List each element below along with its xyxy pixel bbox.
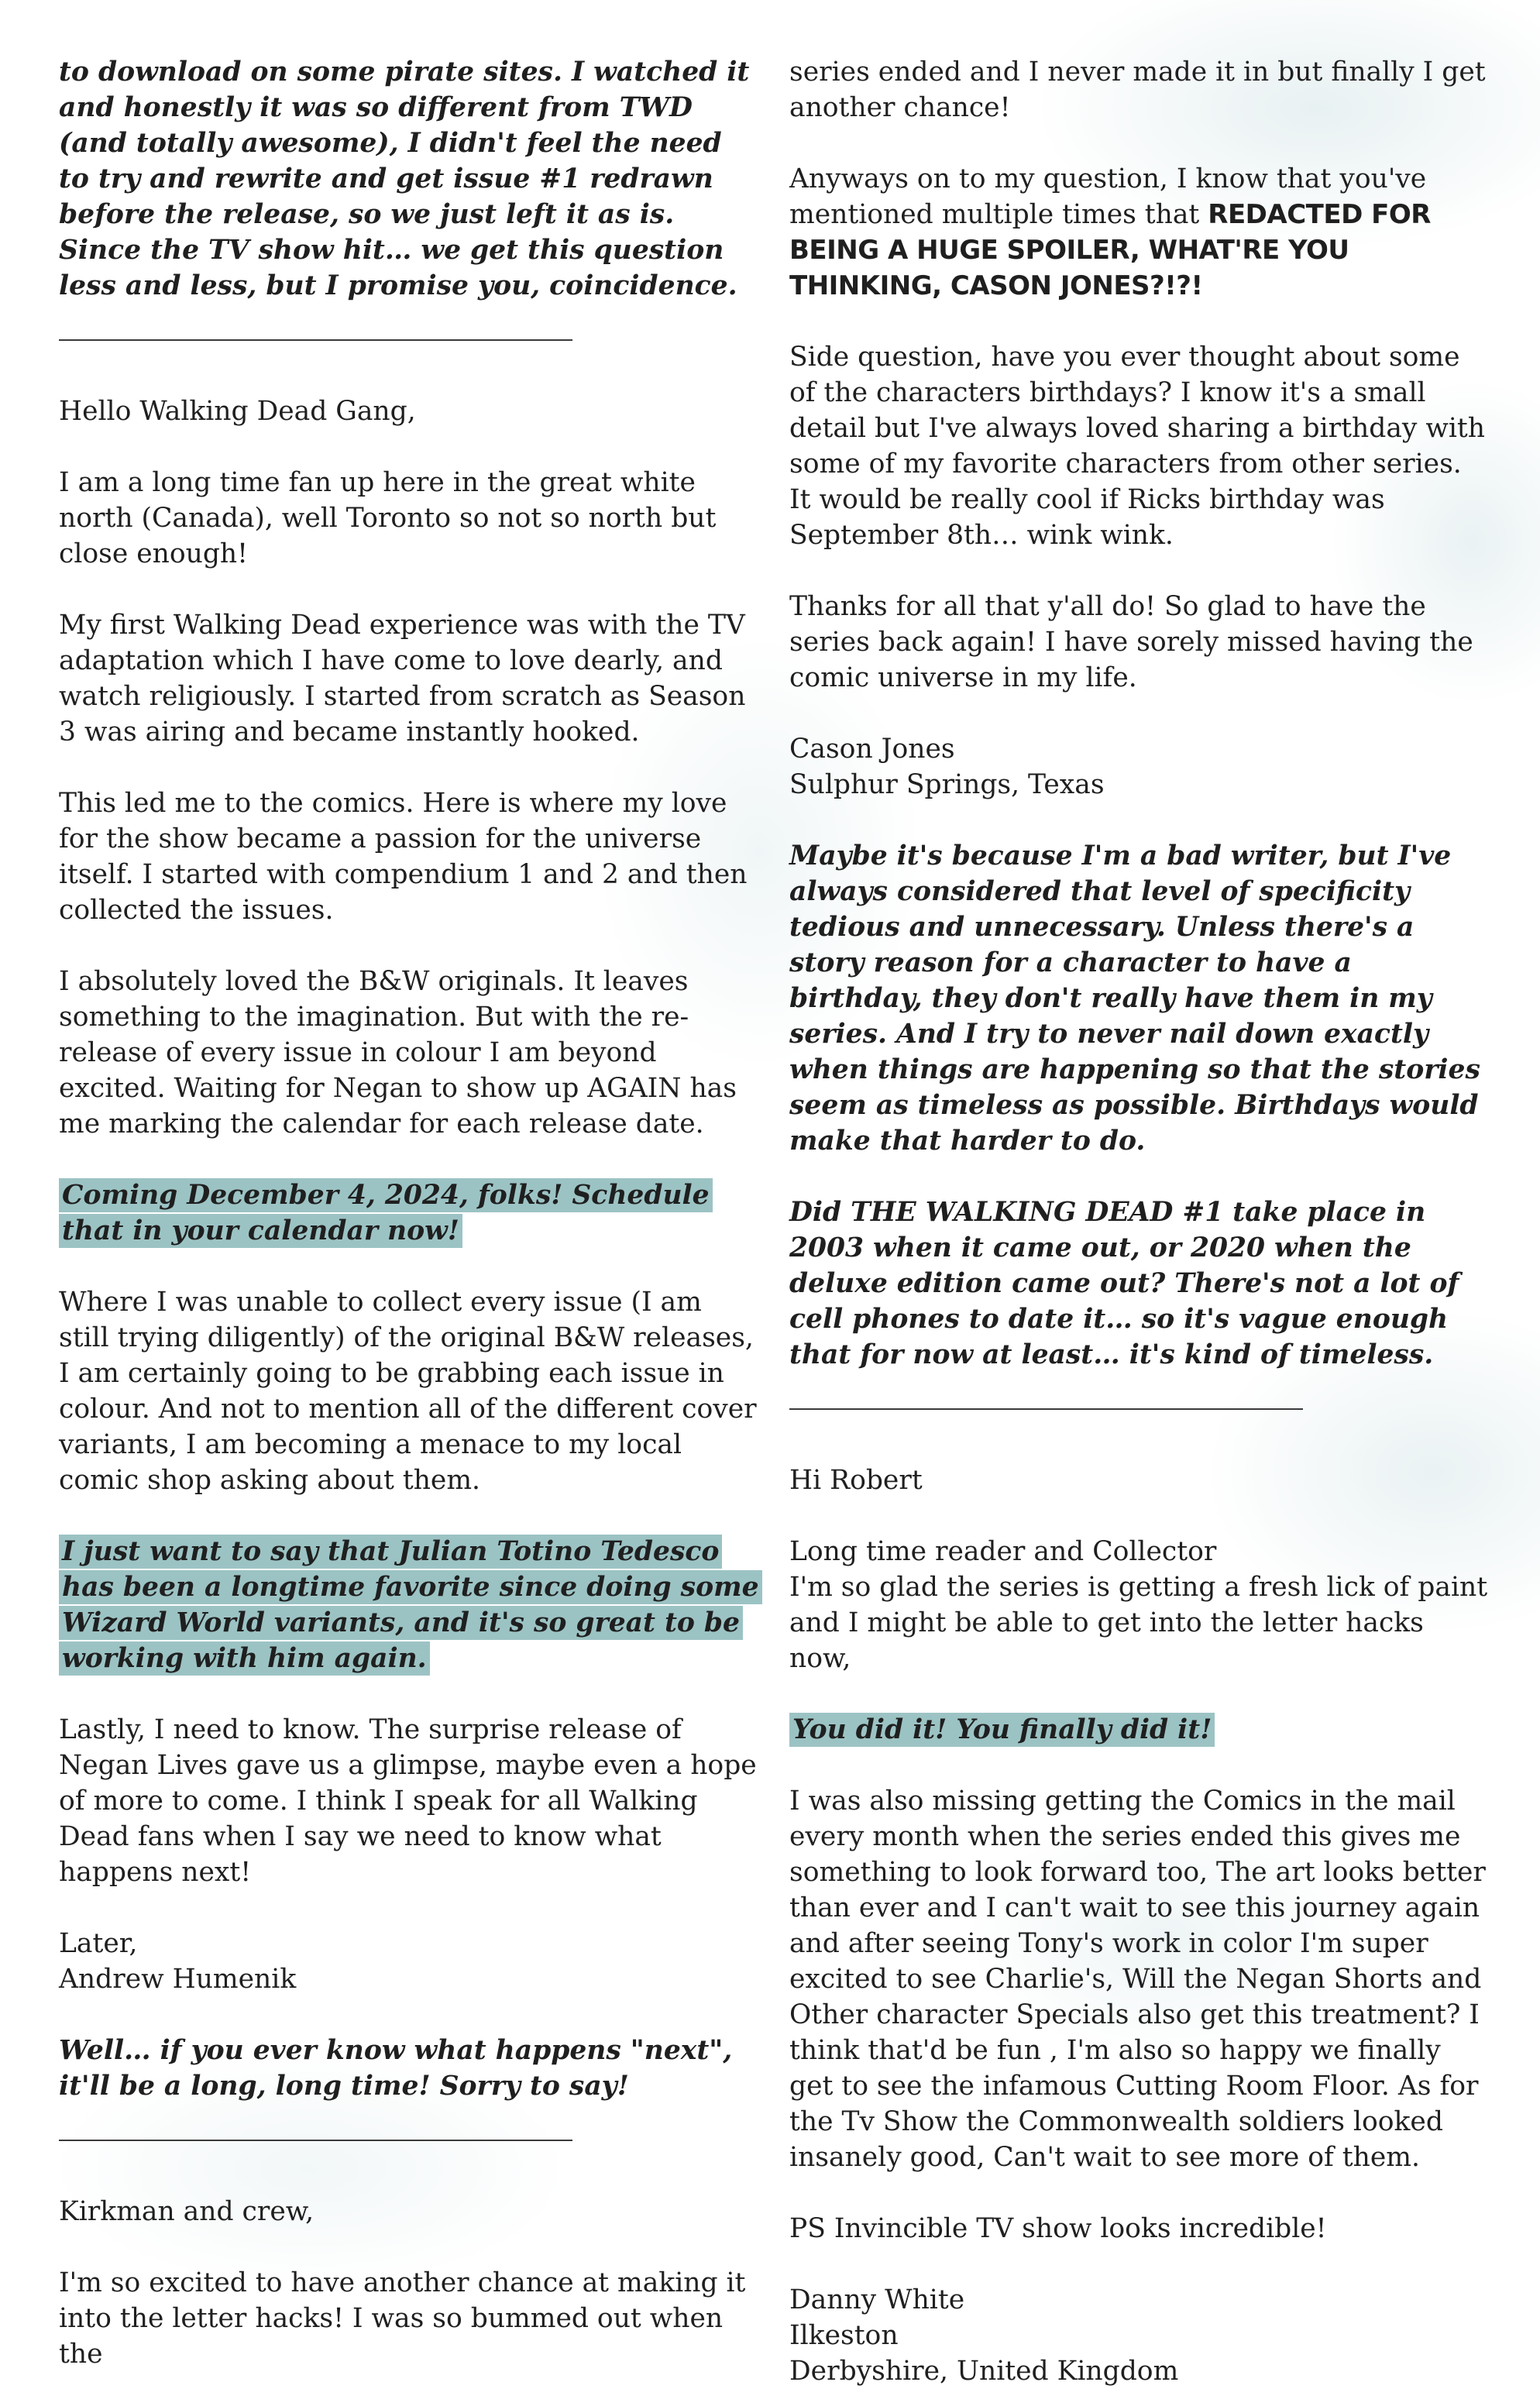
letter-divider — [789, 1408, 1303, 1410]
right-column — [789, 54, 1490, 2389]
letter-paragraph: series ended and I never made it in but finally I get another chance! — [789, 57, 1486, 123]
highlight: You did it! You finally did it! — [789, 1713, 1215, 1747]
editor-reply: Maybe it's because I'm a bad writer, but I've always considered that level of specificity tedious and unnecessary. Unless there's a story reason for a character to have a birthday, they don't really have them in my series. And I try to never nail down exactly when things are happening so that the stories seem as timeless as possible. Birthdays would make that harder to do. — [789, 840, 1480, 1157]
letter-paragraph: Thanks for all that y'all do! So glad to have the series back again! I have sorely missed having the comic universe in my life. — [789, 591, 1473, 693]
letter-greeting: Hi Robert — [789, 1465, 923, 1496]
letter-paragraph: Where I was unable to collect every issue (I am still trying diligently) of the original B&W releases, I am certainly going to be grabbing each issue in colour. And not to mention all of the different cover variants, I am becoming a menace to my local comic shop asking about them. — [59, 1287, 757, 1496]
editor-reply: Well… if you ever know what happens "next", it'll be a long, long time! Sorry to say! — [59, 2035, 733, 2102]
letter-postscript: PS Invincible TV show looks incredible! — [789, 2213, 1327, 2244]
letter-divider — [59, 339, 572, 341]
editor-reply-highlighted — [789, 1712, 1490, 1748]
letter-signoff: Later, — [59, 1928, 138, 1959]
letter-paragraph: I am a long time fan up here in the great white north (Canada), well Toronto so not so north but close enough! — [59, 467, 717, 569]
letter-location: Derbyshire, United Kingdom — [789, 2356, 1179, 2387]
letter-paragraph: I was also missing getting the Comics in the mail every month when the series ended this gives me something to look forward too, The art looks better than ever and I can't wait to see this journey again and after seeing Tony's work in color I'm super excited to see Charlie's, Will the Negan Shorts and Other character Specials also get this treatment? I think that'd be fun , I'm also so happy we finally get to see the infamous Cutting Room Floor. As for the Tv Show the Commonwealth soldiers looked insanely good, Can't wait to see more of them. — [789, 1786, 1486, 2173]
letter-greeting: Kirkman and crew, — [59, 2196, 315, 2227]
editor-reply-highlighted — [59, 1534, 760, 1676]
letter-paragraph: Lastly, I need to know. The surprise release of Negan Lives gave us a glimpse, maybe even a hope of more to come. I think I speak for all Walking Dead fans when I say we need to know what happens next! — [59, 1714, 757, 1888]
letter-author: Cason Jones — [789, 734, 955, 765]
redacted-spoiler: REDACTED FOR BEING A HUGE SPOILER, WHAT'RE YOU THINKING, CASON JONES?!?! — [789, 199, 1431, 301]
left-column — [59, 54, 760, 2372]
letter-text: Anyways on to my question, I know that you've mentioned multiple times that — [789, 163, 1427, 230]
highlight: Coming December 4, 2024, folks! Schedule that in your calendar now! — [59, 1178, 713, 1248]
editor-reply: to download on some pirate sites. I watched it and honestly it was so different from TWD (and totally awesome), I didn't feel the need to try and rewrite and get issue #1 redrawn before the release, so we just left it as is. Since the TV show hit… we get this question less and less, but I promise you, coincidence. — [59, 57, 750, 301]
letter-line: Long time reader and Collector — [789, 1536, 1217, 1567]
letter-author: Danny White — [789, 2284, 965, 2315]
editor-reply: Did THE WALKING DEAD #1 take place in 2003 when it came out, or 2020 when the deluxe edition came out? There's not a lot of cell phones to date it… so it's vague enough that for now at least… it's kind of timeless. — [789, 1197, 1459, 1370]
letter-location: Ilkeston — [789, 2320, 899, 2351]
editor-reply-highlighted — [59, 1177, 760, 1249]
letter-paragraph: I'm so glad the series is getting a fresh lick of paint and I might be able to get into the letter hacks now, — [789, 1572, 1488, 1674]
letter-paragraph: I'm so excited to have another chance at making it into the letter hacks! I was so bummed out when the — [59, 2267, 746, 2370]
letter-greeting: Hello Walking Dead Gang, — [59, 396, 416, 427]
letter-paragraph: Side question, have you ever thought about some of the characters birthdays? I know it's a small detail but I've always loved sharing a birthday with some of my favorite characters from other series. It would be really cool if Ricks birthday was September 8th… wink wink. — [789, 342, 1485, 551]
letter-paragraph — [789, 161, 1490, 304]
letter-paragraph: This led me to the comics. Here is where my love for the show became a passion for the universe itself. I started with compendium 1 and 2 and then collected the issues. — [59, 788, 748, 926]
letter-paragraph: I absolutely loved the B&W originals. It leaves something to the imagination. But with the re-release of every issue in colour I am beyond excited. Waiting for Negan to show up AGAIN has me marking the calendar for each release date. — [59, 966, 737, 1140]
letter-divider — [59, 2140, 572, 2141]
highlight: I just want to say that Julian Totino Tedesco has been a longtime favorite since doing some Wizard World variants, and it's so great to be working with him again. — [59, 1535, 762, 1676]
letter-author: Andrew Humenik — [59, 1964, 297, 1995]
letter-location: Sulphur Springs, Texas — [789, 769, 1105, 800]
letter-paragraph: My first Walking Dead experience was with the TV adaptation which I have come to love dearly, and watch religiously. I started from scratch as Season 3 was airing and became instantly hooked. — [59, 610, 746, 748]
